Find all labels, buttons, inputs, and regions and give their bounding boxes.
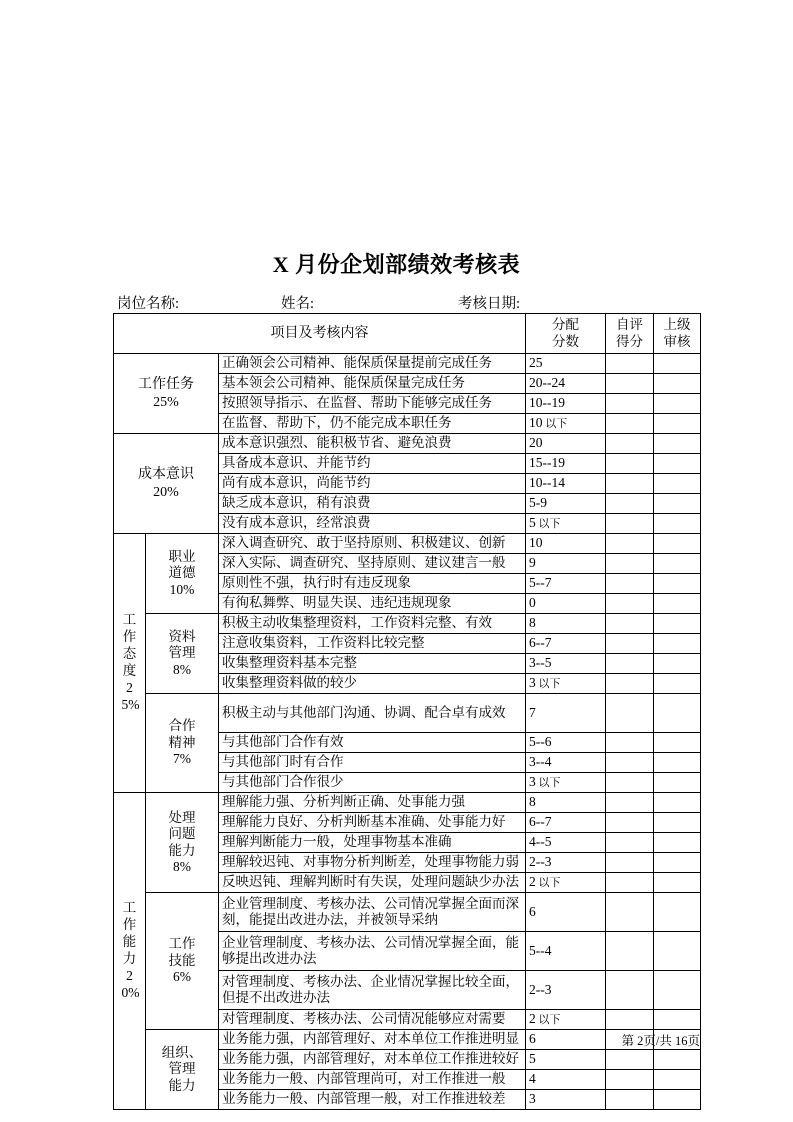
supervisor-review-input[interactable] (654, 773, 701, 793)
criteria-description: 正确领会公司精神、能保质保量提前完成任务 (219, 354, 526, 374)
self-score-input[interactable] (606, 474, 654, 494)
allocated-score: 5 以下 (526, 514, 606, 534)
allocated-score: 2--3 (526, 971, 606, 1010)
self-score-input[interactable] (606, 694, 654, 733)
score-suffix: 以下 (535, 1014, 561, 1027)
criteria-description: 对管理制度、考核办法、企业情况掌握比较全面，但提不出改进办法 (219, 971, 526, 1010)
supervisor-review-input[interactable] (654, 733, 701, 753)
score-suffix: 以下 (542, 418, 568, 431)
allocated-score: 20--24 (526, 374, 606, 394)
criteria-description: 缺乏成本意识，稍有浪费 (219, 494, 526, 514)
allocated-score: 0 (526, 594, 606, 614)
supervisor-review-input[interactable] (654, 394, 701, 414)
allocated-score: 6 (526, 1030, 606, 1050)
supervisor-review-input[interactable] (654, 853, 701, 873)
self-score-input[interactable] (606, 354, 654, 374)
supervisor-review-input[interactable] (654, 674, 701, 694)
self-score-input[interactable] (606, 454, 654, 474)
criteria-description: 与其他部门合作很少 (219, 773, 526, 793)
supervisor-review-input[interactable] (654, 893, 701, 932)
score-suffix: 以下 (535, 678, 561, 691)
table-row (114, 534, 701, 554)
supervisor-review-input[interactable] (654, 574, 701, 594)
supervisor-review-input[interactable] (654, 354, 701, 374)
supervisor-review-input[interactable] (654, 793, 701, 813)
subgroup-label-problem-solving: 处理 问题 能力 8% (146, 793, 219, 893)
table-row (114, 694, 701, 733)
allocated-score: 5--6 (526, 733, 606, 753)
criteria-description: 与其他部门合作有效 (219, 733, 526, 753)
page-footer: 第 2页/共 16页 (621, 1034, 700, 1048)
criteria-description: 在监督、帮助下，仍不能完成本职任务 (219, 414, 526, 434)
page-title: X 月份企划部绩效考核表 (272, 252, 521, 277)
self-score-input[interactable] (606, 534, 654, 554)
criteria-description: 业务能力一般、内部管理一般，对工作推进较差 (219, 1090, 526, 1110)
table-row (114, 434, 701, 454)
supervisor-review-input[interactable] (654, 813, 701, 833)
allocated-score: 10 (526, 534, 606, 554)
supervisor-review-input[interactable] (654, 1010, 701, 1030)
self-score-input[interactable] (606, 594, 654, 614)
supervisor-review-input[interactable] (654, 694, 701, 733)
supervisor-review-input[interactable] (654, 833, 701, 853)
criteria-description: 反映迟钝、理解判断时有失误，处理问题缺少办法 (219, 873, 526, 893)
criteria-description: 企业管理制度、考核办法、公司情况掌握全面而深刻，能提出改进办法，并被领导采纳 (219, 893, 526, 932)
allocated-score: 5-9 (526, 494, 606, 514)
supervisor-review-input[interactable] (654, 971, 701, 1010)
supervisor-review-input[interactable] (654, 534, 701, 554)
criteria-description: 理解较迟钝、对事物分析判断差，处理事物能力弱 (219, 853, 526, 873)
allocated-score: 6 (526, 893, 606, 932)
allocated-score: 10 以下 (526, 414, 606, 434)
supervisor-review-input[interactable] (654, 474, 701, 494)
supervisor-review-input[interactable] (654, 1070, 701, 1090)
allocated-score: 3 以下 (526, 773, 606, 793)
criteria-description: 理解判断能力一般，处理事物基本准确 (219, 833, 526, 853)
supervisor-review-input[interactable] (654, 594, 701, 614)
self-score-input[interactable] (606, 773, 654, 793)
score-suffix: 以下 (535, 777, 561, 790)
allocated-score: 3 以下 (526, 674, 606, 694)
allocated-score: 3 (526, 1090, 606, 1110)
supervisor-review-input[interactable] (654, 873, 701, 893)
subgroup-label-cooperation-spirit: 合作 精神 7% (146, 694, 219, 793)
allocated-score: 4--5 (526, 833, 606, 853)
self-score-input[interactable] (606, 574, 654, 594)
self-score-input[interactable] (606, 434, 654, 454)
self-score-input[interactable] (606, 394, 654, 414)
criteria-description: 与其他部门时有合作 (219, 753, 526, 773)
self-score-input[interactable] (606, 554, 654, 574)
allocated-score: 3--5 (526, 654, 606, 674)
subgroup-label-professional-ethics: 职业 道德 10% (146, 534, 219, 614)
subgroup-label-work-skill: 工作 技能 6% (146, 893, 219, 1030)
criteria-description: 对管理制度、考核办法、公司情况能够应对需要 (219, 1010, 526, 1030)
supervisor-review-input[interactable] (654, 494, 701, 514)
vertical-group-label-work-attitude (114, 534, 146, 793)
criteria-description: 原则性不强，执行时有违反现象 (219, 574, 526, 594)
criteria-description: 注意收集资料，工作资料比较完整 (219, 634, 526, 654)
allocated-score: 5--7 (526, 574, 606, 594)
allocated-score: 3--4 (526, 753, 606, 773)
self-score-input[interactable] (606, 733, 654, 753)
criteria-description: 深入实际、调查研究、坚持原则、建议建言一般 (219, 554, 526, 574)
score-suffix: 以下 (535, 877, 561, 890)
allocated-score: 6--7 (526, 634, 606, 654)
supervisor-review-input[interactable] (654, 414, 701, 434)
allocated-score: 5 (526, 1050, 606, 1070)
allocated-score: 20 (526, 434, 606, 454)
criteria-description: 收集整理资料基本完整 (219, 654, 526, 674)
post-name-label: 岗位名称: (117, 296, 180, 312)
allocated-score: 2 以下 (526, 873, 606, 893)
group-label-work-task: 工作任务 25% (114, 354, 219, 434)
subgroup-label-data-management: 资料 管理 8% (146, 614, 219, 694)
allocated-score: 6--7 (526, 813, 606, 833)
allocated-score: 5--4 (526, 932, 606, 971)
self-score-input[interactable] (606, 753, 654, 773)
vertical-group-label-work-ability (114, 793, 146, 1110)
criteria-description: 业务能力强，内部管理好、对本单位工作推进明显 (219, 1030, 526, 1050)
self-score-input[interactable] (606, 853, 654, 873)
self-score-input[interactable] (606, 374, 654, 394)
header-supervisor-review: 上级 审核 (654, 314, 701, 354)
allocated-score: 10--14 (526, 474, 606, 494)
criteria-description: 理解能力良好、分析判断基本准确、处事能力好 (219, 813, 526, 833)
criteria-description: 积极主动收集整理资料，工作资料完整、有效 (219, 614, 526, 634)
criteria-description: 深入调查研究、敢于坚持原则、积极建议、创新 (219, 534, 526, 554)
criteria-description: 业务能力强，内部管理好，对本单位工作推进较好 (219, 1050, 526, 1070)
assessment-date-label: 考核日期: (458, 296, 521, 312)
self-score-input[interactable] (606, 873, 654, 893)
supervisor-review-input[interactable] (654, 753, 701, 773)
criteria-description: 收集整理资料做的较少 (219, 674, 526, 694)
header-allocated-score: 分配 分数 (526, 314, 606, 354)
allocated-score: 9 (526, 554, 606, 574)
self-score-input[interactable] (606, 514, 654, 534)
allocated-score: 2 以下 (526, 1010, 606, 1030)
supervisor-review-input[interactable] (654, 554, 701, 574)
criteria-description: 具备成本意识、并能节约 (219, 454, 526, 474)
self-score-input[interactable] (606, 634, 654, 654)
allocated-score: 7 (526, 694, 606, 733)
self-score-input[interactable] (606, 932, 654, 971)
group-label-cost-awareness: 成本意识 20% (114, 434, 219, 534)
table-row (114, 793, 701, 813)
vertical-label-text: 工作能力20% (121, 900, 140, 1000)
self-score-input[interactable] (606, 414, 654, 434)
supervisor-review-input[interactable] (654, 1050, 701, 1070)
vertical-label-text: 工作态度25% (121, 612, 140, 712)
allocated-score: 2--3 (526, 853, 606, 873)
self-score-input[interactable] (606, 1050, 654, 1070)
self-score-input[interactable] (606, 813, 654, 833)
self-score-input[interactable] (606, 614, 654, 634)
table-row (114, 614, 701, 634)
supervisor-review-input[interactable] (654, 654, 701, 674)
supervisor-review-input[interactable] (654, 1090, 701, 1110)
table-header-row (114, 314, 701, 354)
subgroup-label-organization-management: 组织、 管理 能力 (146, 1030, 219, 1110)
allocated-score: 8 (526, 793, 606, 813)
header-content: 项目及考核内容 (114, 314, 526, 354)
criteria-description: 企业管理制度、考核办法、公司情况掌握全面，能够提出改进办法 (219, 932, 526, 971)
criteria-description: 没有成本意识，经常浪费 (219, 514, 526, 534)
header-self-score: 自评 得分 (606, 314, 654, 354)
supervisor-review-input[interactable] (654, 614, 701, 634)
supervisor-review-input[interactable] (654, 932, 701, 971)
self-score-input[interactable] (606, 1090, 654, 1110)
assessment-table (113, 313, 701, 1110)
allocated-score: 8 (526, 614, 606, 634)
self-score-input[interactable] (606, 1010, 654, 1030)
self-score-input[interactable] (606, 674, 654, 694)
supervisor-review-input[interactable] (654, 514, 701, 534)
self-score-input[interactable] (606, 654, 654, 674)
criteria-description: 成本意识强烈、能积极节省、避免浪费 (219, 434, 526, 454)
criteria-description: 业务能力一般、内部管理尚可，对工作推进一般 (219, 1070, 526, 1090)
supervisor-review-input[interactable] (654, 634, 701, 654)
criteria-description: 积极主动与其他部门沟通、协调、配合卓有成效 (219, 694, 526, 733)
criteria-description: 尚有成本意识，尚能节约 (219, 474, 526, 494)
employee-name-label: 姓名: (281, 296, 315, 312)
table-row (114, 354, 701, 374)
self-score-input[interactable] (606, 833, 654, 853)
supervisor-review-input[interactable] (654, 454, 701, 474)
criteria-description: 理解能力强、分析判断正确、处事能力强 (219, 793, 526, 813)
allocated-score: 25 (526, 354, 606, 374)
score-suffix: 以下 (535, 518, 561, 531)
supervisor-review-input[interactable] (654, 434, 701, 454)
criteria-description: 按照领导指示、在监督、帮助下能够完成任务 (219, 394, 526, 414)
criteria-description: 有徇私舞弊、明显失误、违纪违规现象 (219, 594, 526, 614)
table-row (114, 893, 701, 932)
meta-row (113, 292, 700, 312)
self-score-input[interactable] (606, 1070, 654, 1090)
supervisor-review-input[interactable] (654, 374, 701, 394)
allocated-score: 15--19 (526, 454, 606, 474)
allocated-score: 10--19 (526, 394, 606, 414)
criteria-description: 基本领会公司精神、能保质保量完成任务 (219, 374, 526, 394)
self-score-input[interactable] (606, 971, 654, 1010)
self-score-input[interactable] (606, 893, 654, 932)
self-score-input[interactable] (606, 494, 654, 514)
self-score-input[interactable] (606, 793, 654, 813)
allocated-score: 4 (526, 1070, 606, 1090)
